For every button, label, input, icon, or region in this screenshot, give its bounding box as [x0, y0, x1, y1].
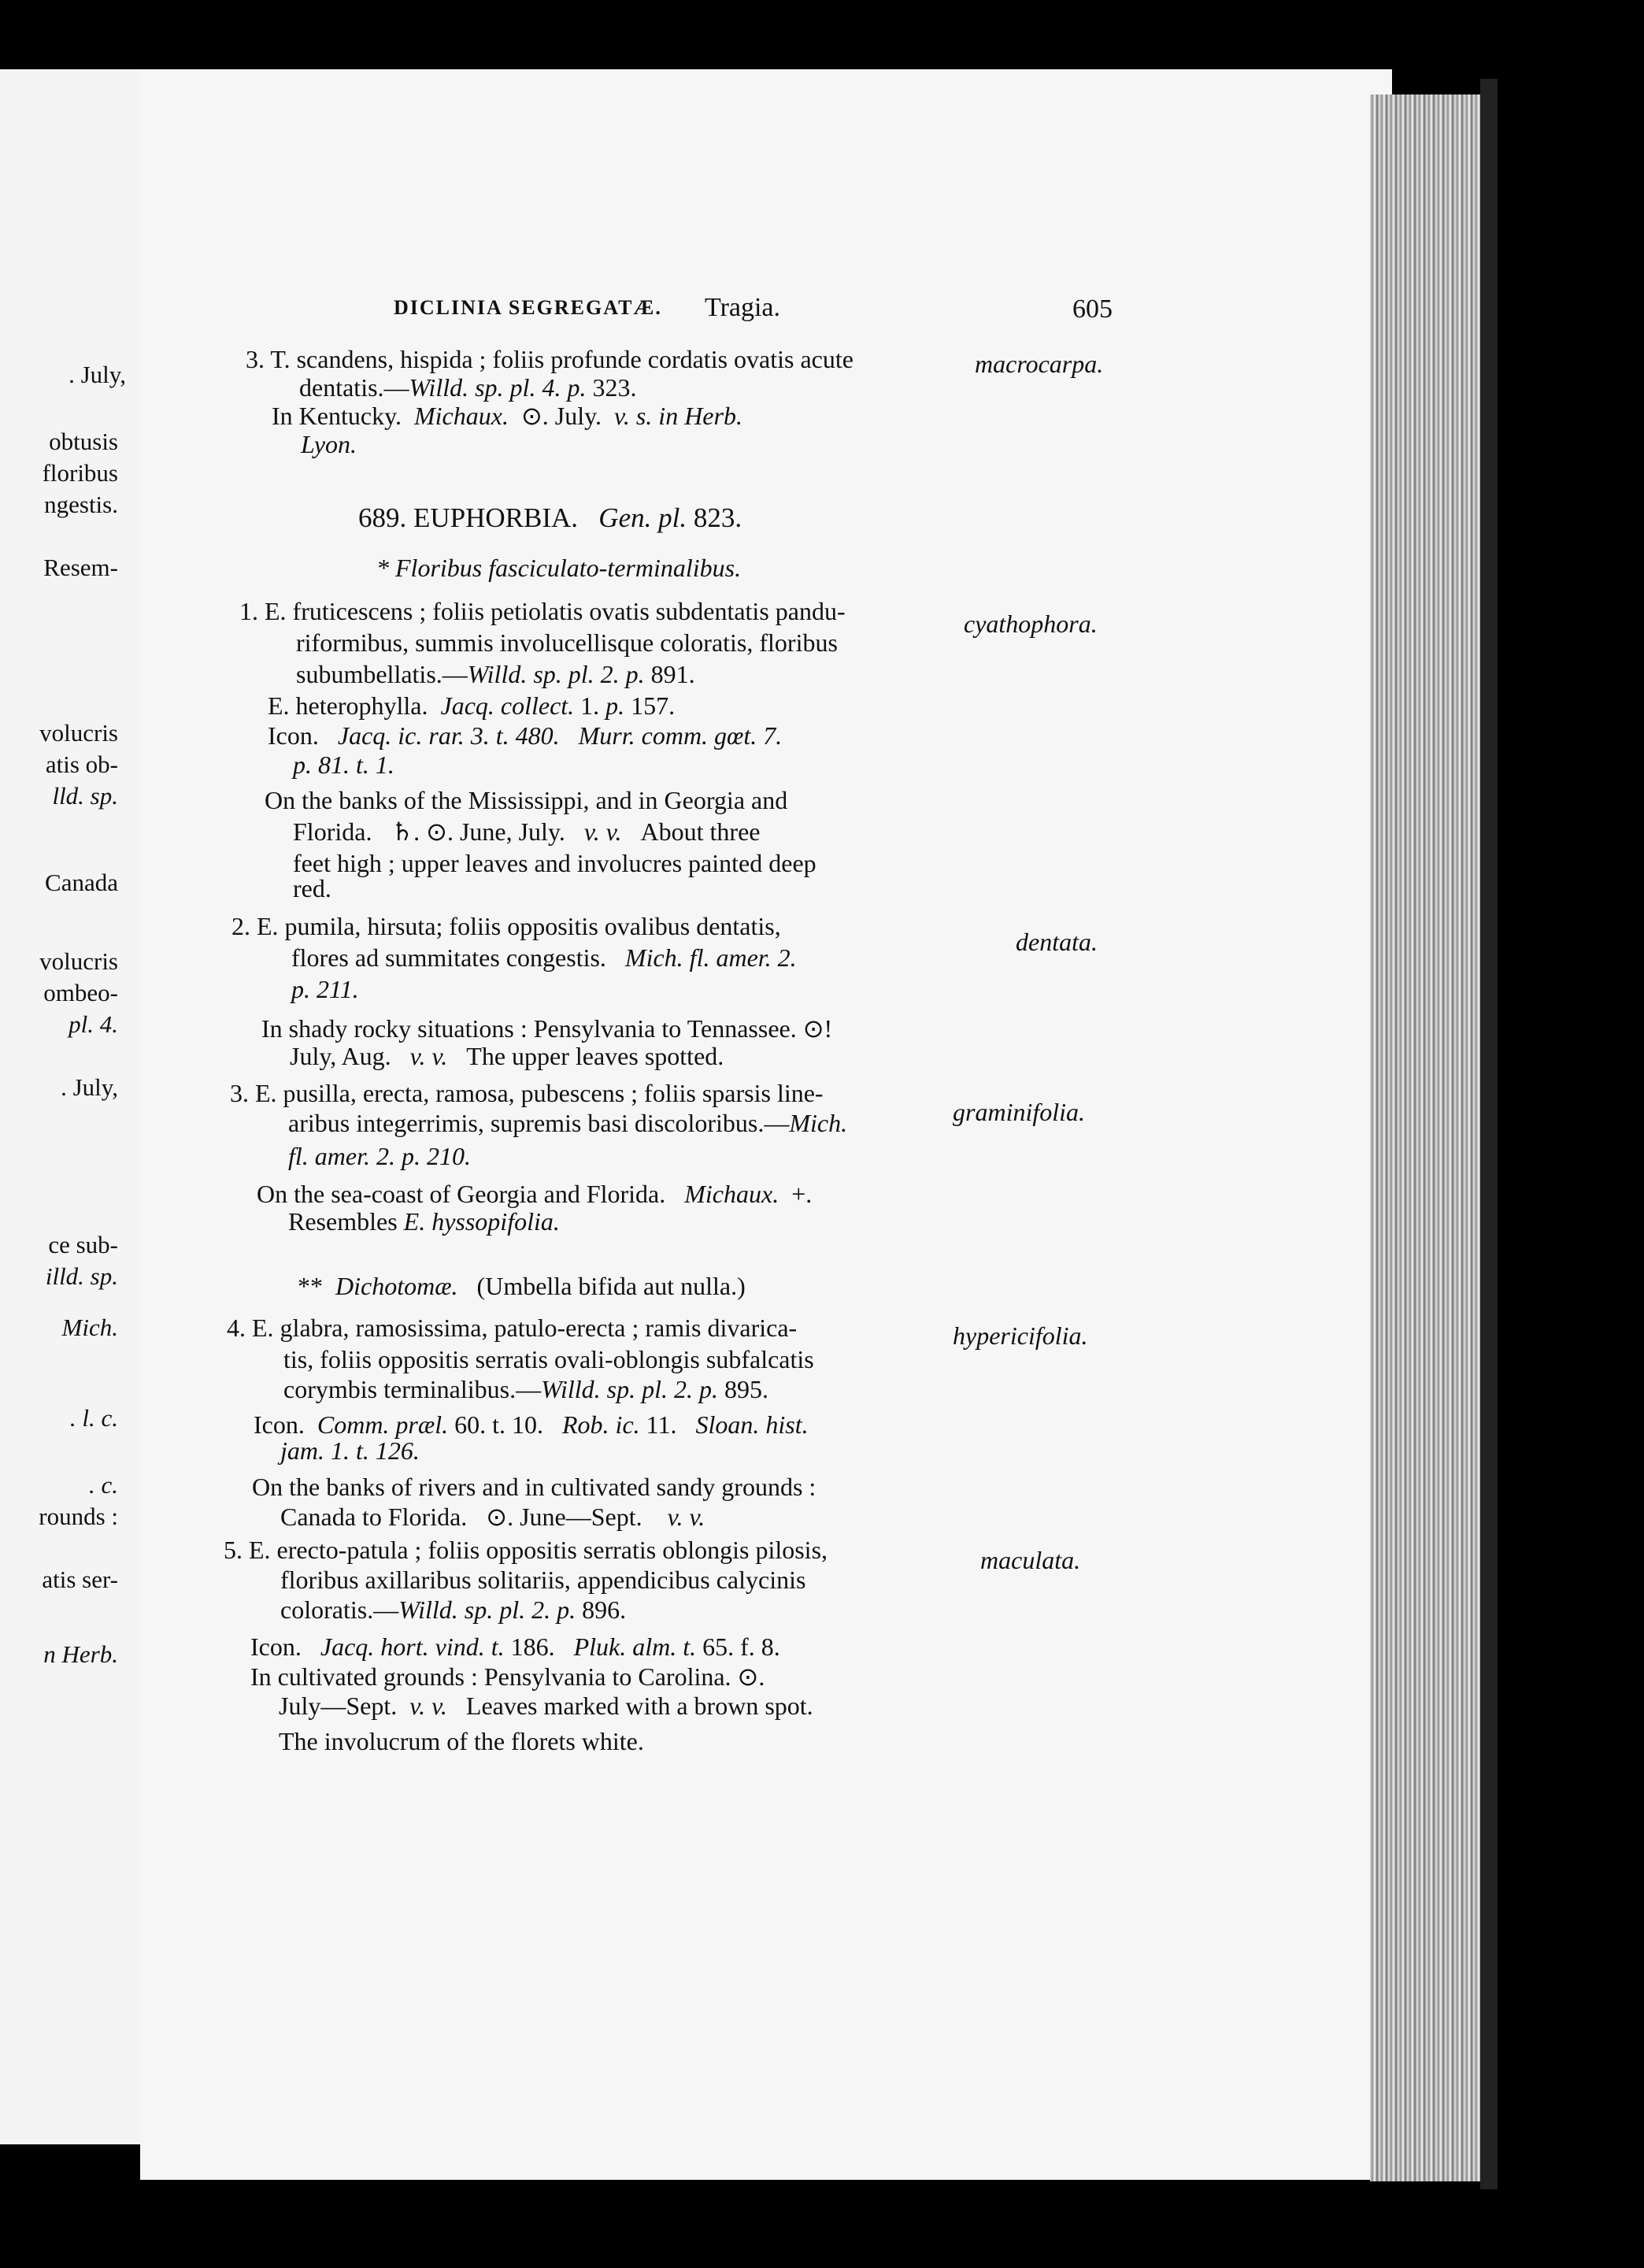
- left-line: Resem-: [43, 554, 118, 581]
- entry-line: On the sea-coast of Georgia and Florida. Michaux. +.: [257, 1180, 813, 1208]
- section-heading: ** Dichotomæ. (Umbella bifida aut nulla.): [298, 1272, 746, 1300]
- left-line: Mich.: [61, 1314, 118, 1341]
- book-fore-edge: [1370, 94, 1488, 2181]
- entry-line: In shady rocky situations : Pensylvania to Tennassee. ⊙!: [261, 1014, 833, 1043]
- entry-line: On the banks of the Mississippi, and in Georgia and: [265, 786, 788, 814]
- left-line: atis ser-: [42, 1566, 118, 1593]
- section-heading: * Floribus fasciculato-terminalibus.: [376, 554, 742, 582]
- entry-line: Icon. Comm. præl. 60. t. 10. Rob. ic. 11. Sloan. hist.: [254, 1410, 809, 1439]
- entry-line: On the banks of rivers and in cultivated sandy grounds :: [252, 1473, 816, 1501]
- running-head-genus: Tragia.: [705, 293, 781, 322]
- left-page-fragment: [0, 69, 160, 2144]
- entry-line: feet high ; upper leaves and involucres painted deep: [293, 849, 816, 877]
- entry-line: corymbis terminalibus.—Willd. sp. pl. 2. p. 895.: [283, 1375, 768, 1403]
- left-line: ce sub-: [48, 1231, 118, 1258]
- left-line: ombeo-: [43, 979, 118, 1006]
- entry-line: jam. 1. t. 126.: [280, 1436, 420, 1465]
- left-line: volucris: [39, 719, 118, 747]
- margin-species-name: maculata.: [980, 1546, 1081, 1574]
- entry-line: 3. E. pusilla, erecta, ramosa, pubescens ; foliis sparsis line-: [230, 1079, 824, 1107]
- margin-species-name: graminifolia.: [953, 1098, 1086, 1126]
- left-line: illd. sp.: [45, 1262, 118, 1290]
- left-line: Canada: [45, 869, 118, 896]
- left-line: pl. 4.: [68, 1010, 118, 1038]
- margin-species-name: dentata.: [1016, 928, 1098, 956]
- left-line: ngestis.: [44, 491, 118, 518]
- entry-line: Resembles E. hyssopifolia.: [288, 1207, 560, 1236]
- entry-line: fl. amer. 2. p. 210.: [288, 1142, 471, 1170]
- entry-line: July—Sept. v. v. Leaves marked with a brown spot.: [279, 1692, 813, 1720]
- left-line: atis ob-: [45, 750, 118, 778]
- entry-line: aribus integerrimis, supremis basi discoloribus.—Mich.: [288, 1109, 848, 1137]
- entry-line: p. 81. t. 1.: [293, 750, 394, 779]
- entry-line: Icon. Jacq. hort. vind. t. 186. Pluk. alm. t. 65. f. 8.: [250, 1632, 780, 1661]
- entry-line: riformibus, summis involucellisque coloratis, floribus: [296, 628, 838, 657]
- margin-species-name: cyathophora.: [964, 610, 1098, 638]
- entry-line: 5. E. erecto-patula ; foliis oppositis serratis oblongis pilosis,: [224, 1536, 828, 1564]
- entry-line: subumbellatis.—Willd. sp. pl. 2. p. 891.: [296, 660, 695, 688]
- entry-line: 3. T. scandens, hispida ; foliis profunde cordatis ovatis acute: [246, 345, 853, 373]
- left-line: . l. c.: [69, 1404, 118, 1432]
- entry-line: dentatis.—Willd. sp. pl. 4. p. 323.: [299, 373, 637, 402]
- entry-line: In cultivated grounds : Pensylvania to Carolina. ⊙.: [250, 1662, 765, 1691]
- entry-line: July, Aug. v. v. The upper leaves spotted.: [290, 1042, 724, 1070]
- entry-line: 2. E. pumila, hirsuta; foliis oppositis ovalibus dentatis,: [231, 912, 781, 940]
- left-line: lld. sp.: [52, 782, 118, 810]
- entry-line: Lyon.: [301, 430, 357, 458]
- left-line: floribus: [42, 459, 118, 487]
- entry-line: p. 211.: [291, 975, 359, 1003]
- entry-line: Canada to Florida. ⊙. June—Sept. v. v.: [280, 1503, 705, 1531]
- entry-line: The involucrum of the florets white.: [279, 1727, 644, 1755]
- page-number: 605: [1072, 295, 1113, 324]
- entry-line: flores ad summitates congestis. Mich. fl. amer. 2.: [291, 943, 797, 972]
- entry-line: red.: [293, 874, 331, 902]
- left-line: . c.: [88, 1471, 118, 1499]
- running-head: DICLINIA SEGREGATÆ.: [394, 296, 662, 319]
- entry-line: 4. E. glabra, ramosissima, patulo-erecta ; ramis divarica-: [227, 1314, 798, 1342]
- entry-line: 1. E. fruticescens ; foliis petiolatis ovatis subdentatis pandu-: [239, 597, 846, 625]
- entry-line: Florida. ♄. ⊙. June, July. v. v. About three: [293, 817, 761, 846]
- entry-line: In Kentucky. Michaux. ⊙. July. v. s. in Herb.: [272, 402, 742, 430]
- left-line: obtusis: [49, 428, 118, 455]
- entry-line: coloratis.—Willd. sp. pl. 2. p. 896.: [280, 1595, 627, 1624]
- left-line: n Herb.: [43, 1640, 118, 1668]
- margin-species-name: hypericifolia.: [953, 1321, 1088, 1350]
- book-edge-shadow: [1480, 79, 1498, 2189]
- entry-line: Icon. Jacq. ic. rar. 3. t. 480. Murr. comm. gœt. 7.: [268, 721, 783, 750]
- entry-line: E. heterophylla. Jacq. collect. 1. p. 157.: [268, 691, 676, 720]
- left-line: . July,: [68, 361, 126, 388]
- genus-heading: 689. EUPHORBIA. Gen. pl. 823.: [358, 502, 742, 533]
- entry-line: tis, foliis oppositis serratis ovali-oblongis subfalcatis: [283, 1345, 814, 1373]
- left-line: rounds :: [39, 1503, 118, 1530]
- margin-species-name: macrocarpa.: [975, 350, 1104, 378]
- left-line: . July,: [61, 1073, 118, 1101]
- left-line: volucris: [39, 947, 118, 975]
- entry-line: floribus axillaribus solitariis, appendicibus calycinis: [280, 1566, 806, 1594]
